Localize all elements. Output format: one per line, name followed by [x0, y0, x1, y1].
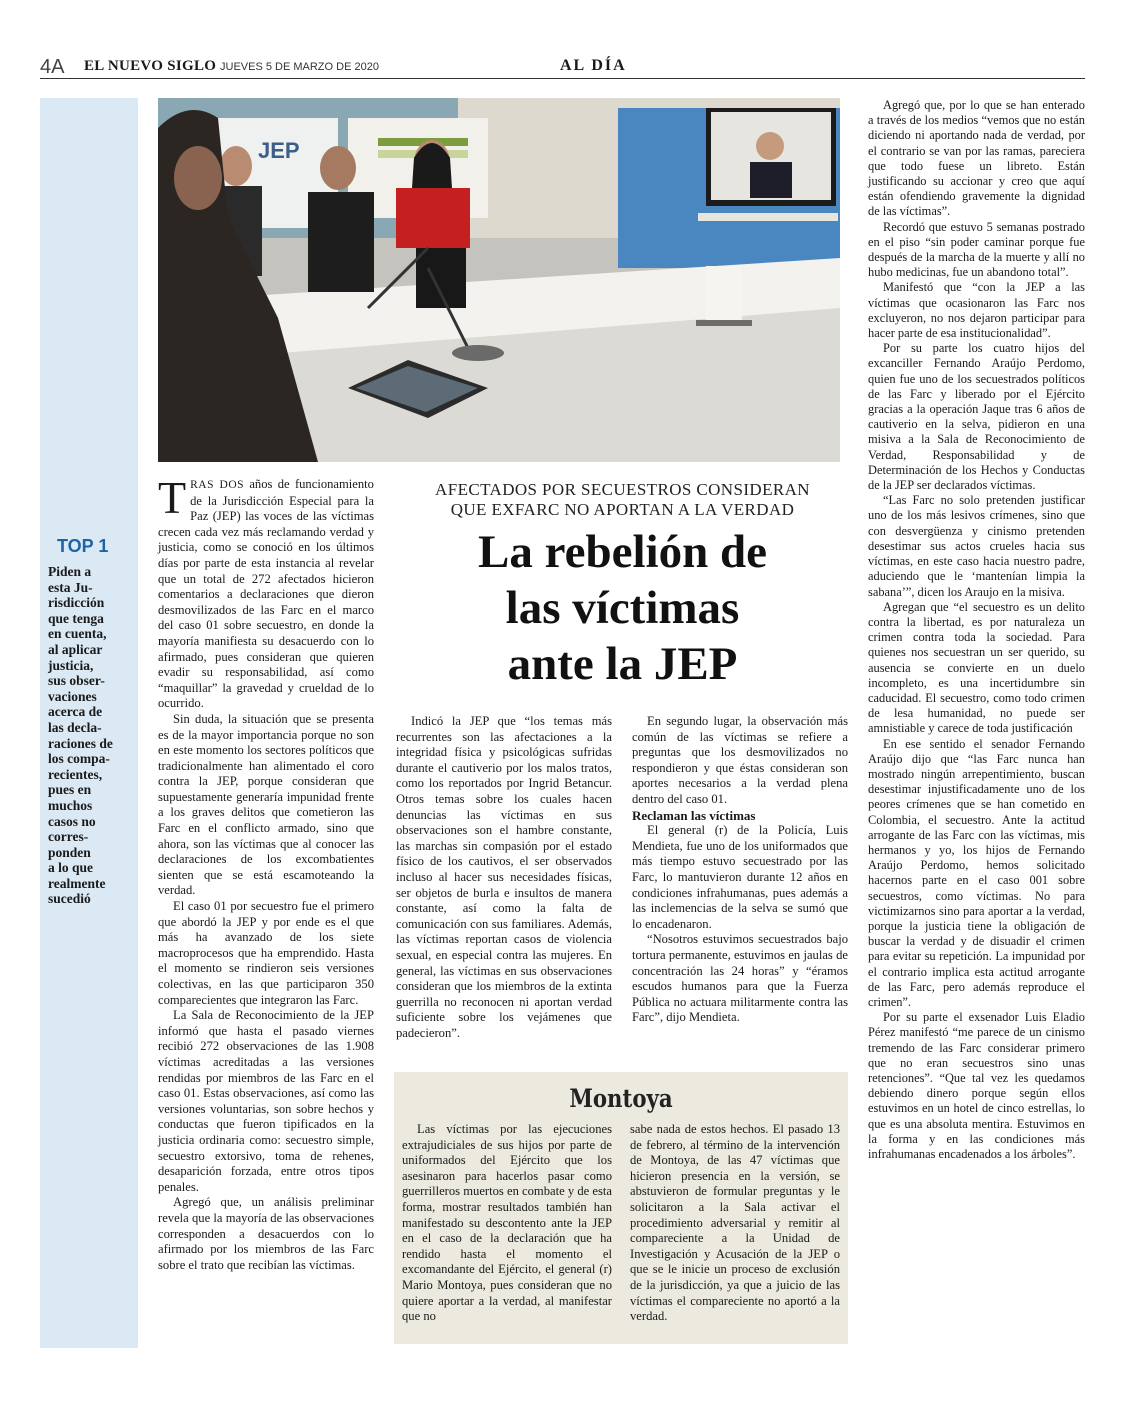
box-paragraph: Las víctimas por las ejecuciones extrajudiciales de sus hijos por parte de uniformados del Ejército que los asesinaron para hacerlos pasar como guerrilleros muertos en combate y de esta forma, mostrar resultados también han manifestado su descontento ante la JEP en el caso de la declaración que ha rendido hasta el momento el excomandante del Ejército, el general (r) Mario Montoya, pues consideran que no quiere aportar a la verdad, al manifestar que no	[402, 1122, 612, 1324]
masthead	[40, 56, 1085, 79]
article-column-4	[868, 98, 1085, 1162]
hearing-photo	[158, 98, 840, 462]
sidebar-label: TOP 1	[57, 536, 109, 556]
sidebar-highlight	[40, 98, 138, 1348]
article-column-3	[632, 714, 848, 1026]
issue-date: JUEVES 5 DE MARZO DE 2020	[220, 61, 379, 73]
article-paragraph: Agregan que “el secuestro es un delito contra la libertad, es por naturaleza un crimen contra toda la sociedad. Para quienes nos secuestran un ser querido, su ausencia se convierte en un duelo incompleto, es una incertidumbre sin caducidad. El secuestro, como todo crimen de lesa humanidad, no puede ser amnistiable y carece de toda justificación	[868, 599, 1085, 736]
article-column-1	[158, 472, 374, 1273]
lead-text: años de funcionamiento de la Jurisdicción Especial para la Paz (JEP) las voces de las víctimas crecen cada vez más reclamando verdad y justicia, como se conoció en los últimos días por parte de esta instancia al revelar que un total de 272 afectados hicieron comentarios a declaraciones que dieron desmovilizados de las Farc en el marco del caso 01 sobre secuestro, en donde la mayoría manifiesta su desacuerdo con lo afirmado, pues consideran que quieren evadir su responsabilidad, así como “maquillar” la gravedad y crueldad de lo ocurrido.	[158, 477, 374, 711]
article-paragraph: En segundo lugar, la observación más común de las víctimas se refiere a preguntas que los desmovilizados no respondieron y que éstas consideran son aportes necesarios a la verdad plena dentro del caso 01.	[632, 714, 848, 806]
article-headline	[400, 524, 845, 692]
box-title: Montoya	[569, 1084, 673, 1113]
section-name: AL DÍA	[560, 57, 627, 74]
kicker-line: AFECTADOS POR SECUESTROS CONSIDERAN	[435, 480, 810, 499]
montoya-sidebar-box	[394, 1072, 848, 1344]
article-paragraph: La Sala de Reconocimiento de la JEP informó que hasta el pasado viernes recibió 272 observaciones de las 1.908 víctimas acreditadas a las versiones rendidas por miembros de las Farc en el caso 01. Estas observaciones, así como las versiones voluntarias, son sobre hechos y conductas que fueron tipificados en la justicia ordinaria como: secuestro simple, secuestro extorsivo, toma de rehenes, desaparición forzada, entre otros tipos penales.	[158, 1008, 374, 1194]
box-column-right	[630, 1122, 840, 1325]
lead-caps: RAS DOS	[190, 479, 245, 491]
drop-cap: T	[158, 472, 187, 523]
headline-line: ante la JEP	[507, 638, 738, 690]
headline-line: las víctimas	[505, 582, 740, 634]
newspaper-name: EL NUEVO SIGLO	[84, 58, 217, 74]
article-paragraph: Manifestó que “con la JEP a las víctimas que ocasionaron las Farc nos excluyeron, no nos dejaron participar para hacer parte de esa institucionalidad”.	[868, 280, 1085, 341]
article-paragraph: En ese sentido el senador Fernando Araújo dijo que “las Farc nunca han mostrado ningún arrepentimiento, buscan desestimar injustificadamente uno de los peores crímenes que se han cometido en Colombia, el secuestro. Ante la actitud arrogante de las Farc con las víctimas, mis hermanos y yo, los hijos de Fernando Araújo Perdomo, hemos solicitado hacernos parte en el caso 001 sobre secuestros, como víctimas. No para victimizarnos sino para aportar a la verdad, porque la justicia tiene la obligación de buscar la verdad y de disuadir el crimen para evitar su repetición. La impunidad por el contrario implica esta actitud arrogante de las Farc, pero además reproduce el crimen”.	[868, 736, 1085, 1009]
article-paragraph: Sin duda, la situación que se presenta es de la mayor importancia porque no son en este momento los sectores políticos que tradicionalmente han alimentado el coro contra la JEP, porque consideran que supuestamente generaría impunidad frente a los graves delitos que cometieron las Farc en el conflicto armado, sino que ahora, son las víctimas que al conocer las declaraciones de los excombatientes sienten que se está escamoteando la verdad.	[158, 711, 374, 898]
article-paragraph: Por su parte los cuatro hijos del excanciller Fernando Araújo Perdomo, quien fue uno de los secuestrados políticos de las Farc y liberado por el Ejército gracias a la operación Jaque tras 6 años de cautiverio en la selva, pidieron en una misiva a la Sala de Reconocimiento de Verdad, Responsabilidad y de Determinación de los Hechos y Conductas de la JEP ser declarados víctimas.	[868, 341, 1085, 493]
sidebar-text: Piden a esta Ju- risdicción que tenga en cuenta, al aplicar justicia, sus obser- vaciones acerca de las decla- raciones de los compa- recientes, pues en muchos casos no corres- ponden a lo que realmente sucedió	[48, 564, 113, 907]
article-paragraph: Recordó que estuvo 5 semanas postrado en el piso “sin poder caminar porque fue después de la marcha de la muerte y allí no hubo medicinas, fue un abandono total”.	[868, 219, 1085, 280]
article-paragraph: El caso 01 por secuestro fue el primero que abordó la JEP y por ende es el que más ha avanzado de los siete macroprocesos que ha emprendido. Hasta el momento se rindieron seis versiones colectivas, en las que participaron 350 comparecientes que integraron las Farc.	[158, 899, 374, 1007]
article-paragraph: Agregó que, por lo que se han enterado a través de los medios “vemos que no están diciendo ni aportando nada de verdad, por el contrario se van por las ramas, pareciera que todo fuese un libreto. Están justificando su accionar y creo que aquí están ofendiendo gravemente la dignidad de las víctimas”.	[868, 98, 1085, 219]
box-column-left	[402, 1122, 612, 1325]
article-subhead: Reclaman las víctimas	[632, 807, 756, 823]
kicker-line: QUE EXFARC NO APORTAN A LA VERDAD	[450, 500, 795, 519]
article-kicker	[400, 480, 845, 520]
headline-line: La rebelión de	[478, 526, 767, 578]
article-paragraph: Agregó que, un análisis preliminar revela que la mayoría de las observaciones corresponden a desacuerdos con lo afirmado por los miembros de las Farc sobre el trato que recibían las víctimas.	[158, 1195, 374, 1272]
article-paragraph: Por su parte el exsenador Luis Eladio Pérez manifestó “me parece de un cinismo tremendo de las Farc considerar primero que no eran secuestros sino unas retenciones”. “Que tal vez les quedamos debiendo dinero porque según ellos estuvimos en un hotel de cinco estrellas, lo que es una absoluta mentira. Estuvimos en la forma y en las condiciones más infrahumanas encadenados a los árboles”.	[868, 1010, 1085, 1162]
box-paragraph: sabe nada de estos hechos. El pasado 13 de febrero, al término de la intervención de Montoya, de las 47 víctimas que hicieron presencia en la versión, se abstuvieron de formular preguntas y le solicitaron a la Sala activar el procedimiento adversarial y remitir al compareciente a la Unidad de Investigación y Acusación de la JEP o que se le inicie un proceso de exclusión de la jurisdicción, ya que a juicio de las víctimas el compareciente no aportó a la verdad.	[630, 1122, 840, 1324]
jep-logo-text: JEP	[258, 138, 300, 163]
page-number: 4A	[40, 56, 65, 78]
article-paragraph: “Nosotros estuvimos secuestrados bajo tortura permanente, estuvimos en jaulas de concentración las 24 horas” y “éramos escudos humanos para que la Fuerza Pública no actuara militarmente contra las Farc”, dijo Mendieta.	[632, 932, 848, 1025]
article-paragraph: “Las Farc no solo pretenden justificar uno de los más lesivos crímenes, sino que con desvergüenza y cinismo pretenden desestimar sus actos crueles hacia sus víctimas, en este caso hacia nuestro padre, aduciendo que le ‘mantenían limpia la sabana’”, dicen los Araujo en la misiva.	[868, 493, 1085, 599]
article-lead-paragraph	[158, 472, 374, 712]
article-paragraph: El general (r) de la Policía, Luis Mendieta, fue uno de los uniformados que más tiempo estuvo secuestrado por las Farc, lo mantuvieron durante 12 años en condiciones infrahumanas, pues además a las inclemencias de la selva se sumó que lo encadenaron.	[632, 823, 848, 931]
article-column-2	[396, 714, 612, 1041]
article-paragraph: Indicó la JEP que “los temas más recurrentes son las afectaciones a la integridad física y psicológicas sufridas durante el cautiverio por los malos tratos, como los reportados por Ingrid Betancur. Otros temas sobre los cuales hacen denuncias las víctimas en sus observaciones son el hambre constante, las marchas sin compasión por el estado físico de los cautivos, el ser observados incluso al hacer sus necesidades físicas, ser objetos de burla e insultos de manera constante, así como la falta de comunicación con sus familiares. Además, las víctimas reportan casos de violencia sexual, en especial contra las mujeres. En general, las víctimas en sus observaciones consideran que los miembros de la extinta guerrilla no reconocen ni aportan verdad suficiente sobre los vejámenes que padecieron”.	[396, 714, 612, 1040]
